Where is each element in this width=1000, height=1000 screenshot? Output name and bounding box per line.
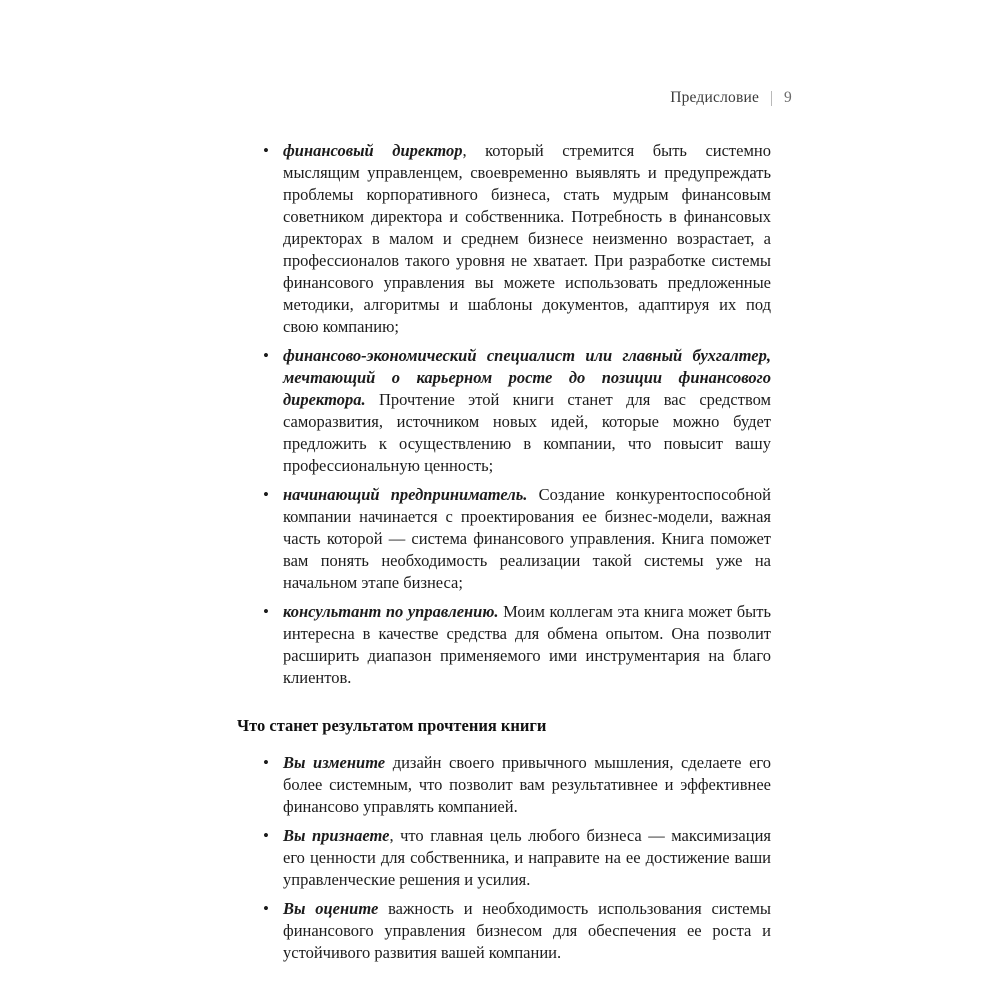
bullet-icon: • xyxy=(263,141,269,160)
bullet-icon: • xyxy=(263,602,269,621)
bullet-lead: Вы оцените xyxy=(283,899,379,918)
bullet-lead: финансово-экономический специалист или главный бухгалтер, мечтающий о карьерном росте до позиции финансового директора. xyxy=(283,346,771,409)
bullet-paragraph xyxy=(283,484,771,594)
bullet-body: Создание конкурентоспособной компании начинается с проектирования ее бизнес-модели, важная часть которой — система финансового управления. Книга поможет вам понять необходимость реализации такой системы уже на начальном этапе бизнеса; xyxy=(283,485,771,592)
bullet-lead: Вы признаете xyxy=(283,826,390,845)
bullet-lead: консультант по управлению. xyxy=(283,602,499,621)
section-heading: Что станет результатом прочтения книги xyxy=(237,716,547,735)
list-item xyxy=(237,825,771,891)
bullet-paragraph xyxy=(283,825,771,891)
header-divider xyxy=(771,91,772,106)
section-title: Предисловие xyxy=(670,89,760,106)
list-item xyxy=(237,140,771,338)
bullet-body: дизайн своего привычного мышления, сделаете его более системным, что позволит вам результативнее и эффективнее финансово управлять компанией. xyxy=(283,753,772,816)
bullet-lead: начинающий предприниматель. xyxy=(283,485,528,504)
bullet-icon: • xyxy=(263,485,269,504)
list-item xyxy=(237,601,771,689)
bullet-body: Прочтение этой книги станет для вас средством саморазвития, источником новых идей, которые можно будет предложить к осуществлению в компании, что повысит вашу профессиональную ценность; xyxy=(283,390,771,475)
bullet-body: , который стремится быть системно мыслящим управленцем, своевременно выявлять и предупреждать проблемы корпоративного бизнеса, стать мудрым финансовым советником директора и собственника. Потребность в финансовых директорах в малом и среднем бизнесе неизменно возрастает, а профессионалов такого уровня не хватает. При разработке системы финансового управления вы можете использовать предложенные методики, алгоритмы и шаблоны документов, адаптируя их под свою компанию; xyxy=(283,141,771,336)
list-item xyxy=(237,484,771,594)
bullet-icon: • xyxy=(263,346,269,365)
bullet-lead: Вы измените xyxy=(283,753,386,772)
bullet-icon: • xyxy=(263,753,269,772)
bullet-body: Моим коллегам эта книга может быть интересна в качестве средства для обмена опытом. Она позволит расширить диапазон применяемого ими инструментария на благо клиентов. xyxy=(283,602,772,687)
bullet-paragraph xyxy=(283,898,771,964)
bullet-paragraph xyxy=(283,601,771,689)
bullet-body: важность и необходимость использования системы финансового управления бизнесом для обеспечения ее роста и устойчивого развития вашей компании. xyxy=(283,899,772,962)
bullet-lead: финансовый директор xyxy=(283,141,463,160)
bullet-paragraph xyxy=(283,345,771,477)
bullet-body: , что главная цель любого бизнеса — максимизация его ценности для собственника, и направите на ее достижение ваши управленческие решения и усилия. xyxy=(283,826,772,889)
list-item xyxy=(237,898,771,964)
bullet-paragraph xyxy=(283,752,771,818)
bullet-icon: • xyxy=(263,826,269,845)
page-number: 9 xyxy=(784,89,792,106)
list-item xyxy=(237,752,771,818)
bullet-icon: • xyxy=(263,899,269,918)
bullet-paragraph xyxy=(283,140,771,338)
page-header xyxy=(670,89,792,107)
page-content xyxy=(237,140,771,971)
list-item xyxy=(237,345,771,477)
